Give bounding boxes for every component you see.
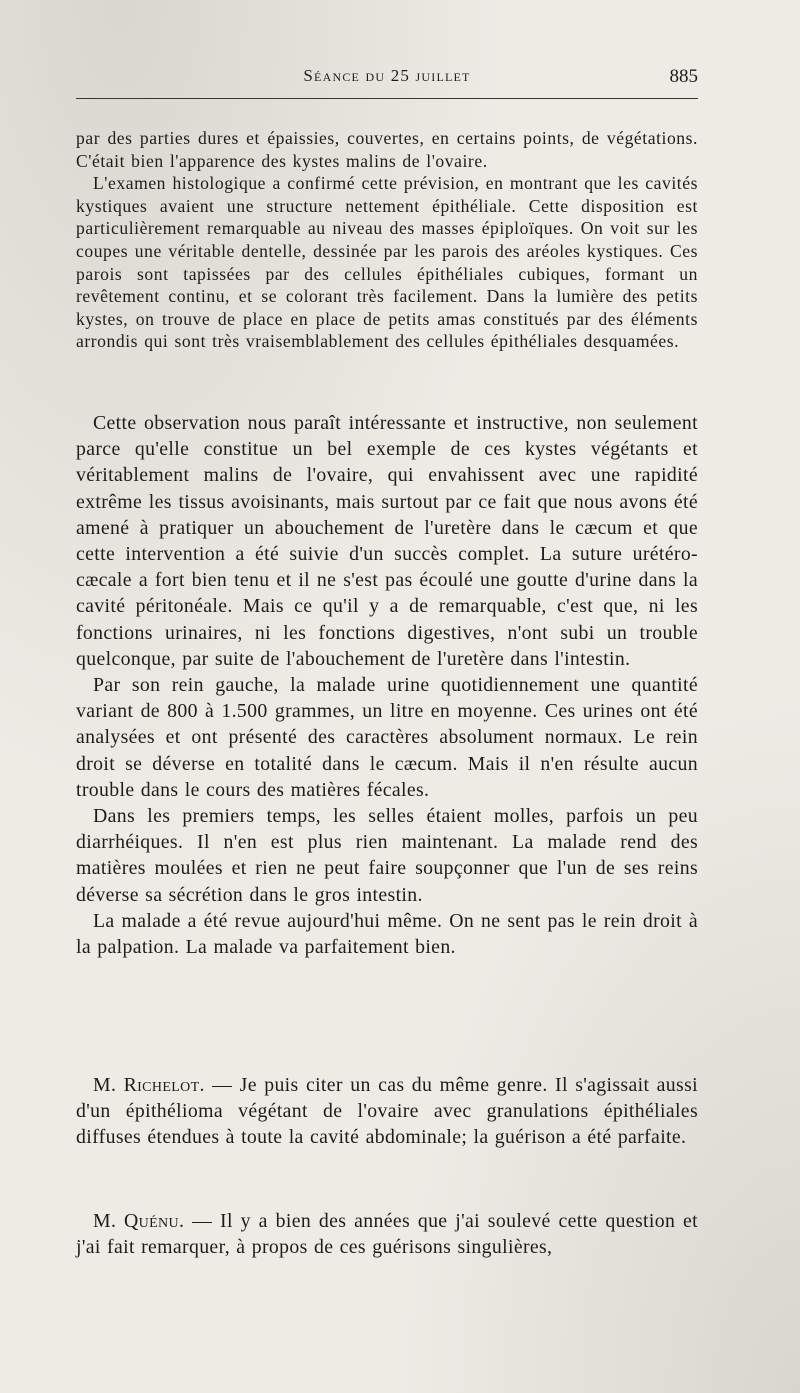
remark-text: . — Il y a bien des années que j'ai soulevé cette question et j'ai fait remarquer, à propos de ces guérisons singulières, [76,1210,698,1259]
header-title: Séance du 25 juillet [303,66,471,85]
page-number: 885 [669,66,698,87]
paragraph: L'examen histologique a confirmé cette prévision, en montrant que les cavités kystiques avaient une structure nettement épithéliale. Cette disposition est particulièrement remarquable au niveau des masses épiploïques. On voit sur les coupes une véritable dentelle, dessinée par les parois des aréoles kystiques. Ces parois sont tapissées par des cellules épithéliales cubiques, formant un revêtement continu, et se colorant très facilement. Dans la lumière des petits kystes, on trouve de place en place de petits amas constitués par des éléments arrondis qui sont très vraisemblablement des cellules épithéliales desquamées. [76,173,698,352]
paragraph: par des parties dures et épaissies, couvertes, en certains points, de végétations. C'était bien l'apparence des kystes malins de l'ovaire. [76,128,698,171]
running-header [76,66,698,100]
paragraph: La malade a été revue aujourd'hui même. On ne sent pas le rein droit à la palpation. La malade va parfaitement bien. [76,909,698,959]
speaker-name: Quénu [124,1210,179,1232]
quenu-remark [76,1208,698,1260]
paragraph: Par son rein gauche, la malade urine quotidiennement une quantité variant de 800 à 1.500 grammes, un litre en moyenne. Ces urines ont été analysées et ont présenté des caractères absolument normaux. Le rein droit se déverse en totalité dans le cæcum. Mais il n'en résulte aucun trouble dans le cours des matières fécales. [76,674,698,801]
histology-section [76,127,698,353]
speaker-name: Richelot [123,1074,200,1096]
speaker-prefix: M. [93,1210,125,1232]
paragraph [76,1208,698,1260]
paragraph: Cette observation nous paraît intéressante et instructive, non seulement parce qu'elle constitue un bel exemple de ces kystes végétants et véritablement malins de l'ovaire, qui envahissent avec une rapidité extrême les tissus avoisinants, mais surtout par ce fait que nous avons été amené à pratiquer un abouchement de l'uretère dans le cæcum et que cette intervention a été suivie d'un succès complet. La suture urétéro-cæcale a fort bien tenu et il ne s'est pas écoulé une goutte d'urine dans la cavité péritonéale. Mais ce qu'il y a de remarquable, c'est que, ni les fonctions urinaires, ni les fonctions digestives, n'ont subi un trouble quelconque, par suite de l'abouchement de l'uretère dans l'intestin. [76,412,698,670]
header-rule [76,98,698,99]
observation-section [76,410,698,960]
speaker-prefix: M. [93,1074,124,1096]
remark-text: . — Je puis citer un cas du même genre. Il s'agissait aussi d'un épithélioma végétant de l'ovaire avec granulations épithéliales diffuses étendues à toute la cavité abdominale; la guérison a été parfaite. [76,1074,698,1149]
richelot-remark [76,1072,698,1151]
paragraph [76,1072,698,1151]
paragraph: Dans les premiers temps, les selles étaient molles, parfois un peu diarrhéiques. Il n'en est plus rien maintenant. La malade rend des matières moulées et rien ne peut faire soupçonner que l'un de ses reins déverse sa sécrétion dans le gros intestin. [76,805,698,906]
